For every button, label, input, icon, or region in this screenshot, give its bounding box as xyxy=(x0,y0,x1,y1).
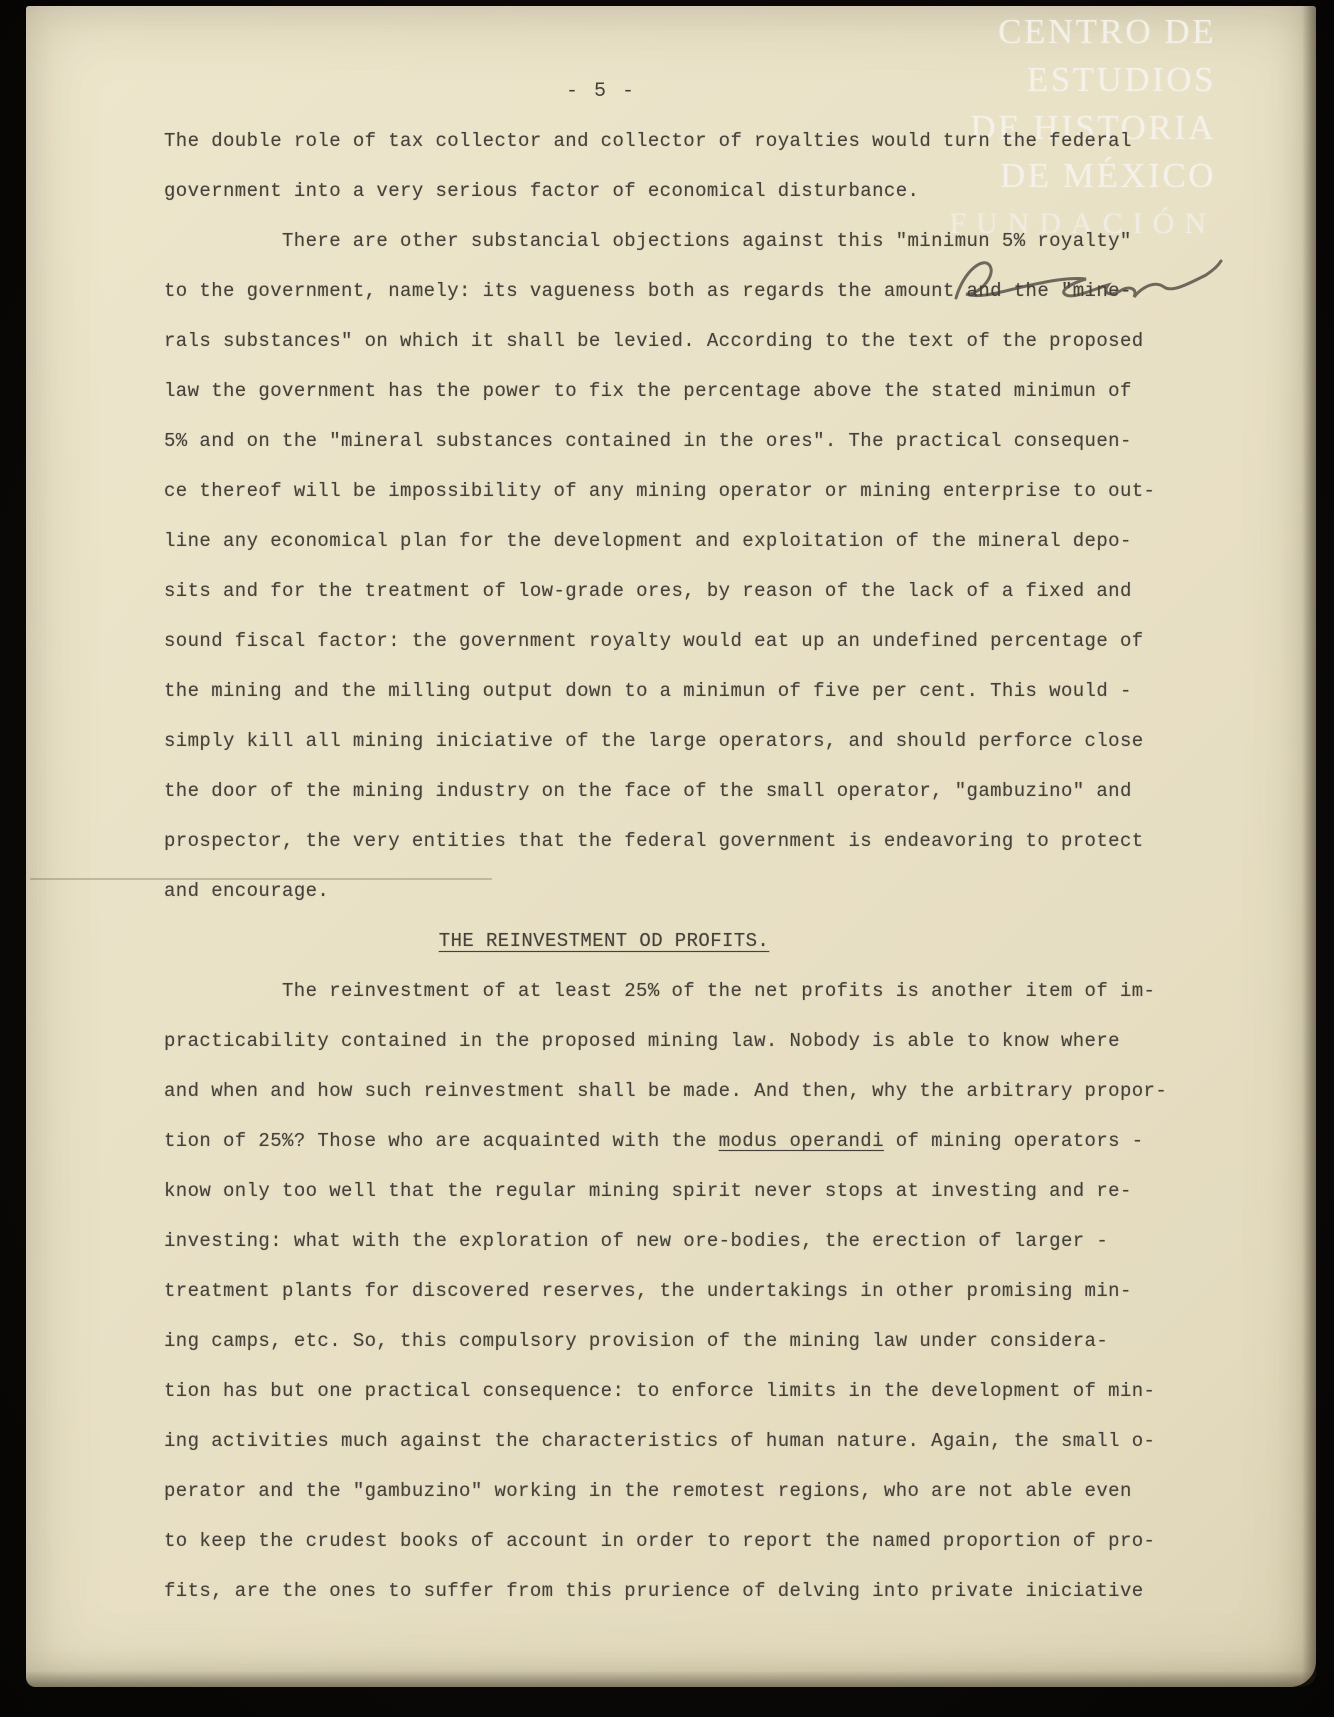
text-line: perator and the "gambuzino" working in the remotest regions, who are not able even xyxy=(164,1480,1132,1502)
text-line: line any economical plan for the development and exploitation of the mineral depo- xyxy=(164,530,1132,552)
watermark-line: ESTUDIOS xyxy=(1026,60,1216,99)
text-line: law the government has the power to fix the percentage above the stated minimun of xyxy=(164,380,1132,402)
text-line: sits and for the treatment of low-grade ores, by reason of the lack of a fixed and xyxy=(164,580,1132,602)
text-line: ing activities much against the characteristics of human nature. Again, the small o- xyxy=(164,1430,1156,1452)
text-line: rals substances" on which it shall be levied. According to the text of the proposed xyxy=(164,330,1144,352)
text-line: tion has but one practical consequence: to enforce limits in the development of min- xyxy=(164,1380,1156,1402)
watermark-line: FUNDACIÓN xyxy=(949,207,1216,240)
text-line: sound fiscal factor: the government royalty would eat up an undefined percentage of xyxy=(164,630,1144,652)
paper-edge-shadow-bottom xyxy=(26,1671,1316,1687)
text-line: to the government, namely: its vagueness both as regards the amount and the "mine- xyxy=(164,280,1132,302)
text-line: The double role of tax collector and collector of royalties would turn the federal xyxy=(164,130,1132,152)
text-line: and when and how such reinvestment shall be made. And then, why the arbitrary propor- xyxy=(164,1080,1168,1102)
text-line: investing: what with the exploration of new ore-bodies, the erection of larger - xyxy=(164,1230,1109,1252)
text-line: and encourage. xyxy=(164,880,330,902)
text-line: government into a very serious factor of economical disturbance. xyxy=(164,180,920,202)
paper-edge-shadow-right xyxy=(1302,6,1316,1687)
text-line: to keep the crudest books of account in order to report the named proportion of pro- xyxy=(164,1530,1156,1552)
section-heading-text: THE REINVESTMENT OD PROFITS. xyxy=(438,930,770,952)
text-line: The reinvestment of at least 25% of the net profits is another item of im- xyxy=(282,980,1156,1002)
watermark-line: DE MÉXICO xyxy=(1000,156,1216,195)
paper-page xyxy=(26,6,1316,1687)
page-number: - 5 - xyxy=(565,80,636,103)
scan-artifact-line xyxy=(30,878,492,880)
text-segment: tion of 25%? Those who are acquainted with the xyxy=(164,1130,719,1152)
section-heading xyxy=(164,916,1044,966)
text-line: know only too well that the regular mining spirit never stops at investing and re- xyxy=(164,1180,1132,1202)
typewritten-body xyxy=(164,116,1176,1616)
text-line: ce thereof will be impossibility of any mining operator or mining enterprise to out- xyxy=(164,480,1156,502)
text-line: There are other substancial objections against this "minimun 5% royalty" xyxy=(282,230,1132,252)
text-line: the mining and the milling output down to a minimun of five per cent. This would - xyxy=(164,680,1132,702)
text-line: 5% and on the "mineral substances contained in the ores". The practical consequen- xyxy=(164,430,1132,452)
underlined-phrase: modus operandi xyxy=(718,1130,884,1152)
watermark-line: CENTRO DE xyxy=(998,12,1216,51)
text-line: practicability contained in the proposed mining law. Nobody is able to know where xyxy=(164,1030,1120,1052)
text-segment: of mining operators - xyxy=(883,1130,1144,1152)
text-line-with-underline xyxy=(164,1116,1176,1166)
text-line: ing camps, etc. So, this compulsory provision of the mining law under considera- xyxy=(164,1330,1109,1352)
text-line: fits, are the ones to suffer from this prurience of delving into private iniciative xyxy=(164,1580,1144,1602)
watermark-line: DE HISTORIA xyxy=(970,108,1216,147)
text-line: treatment plants for discovered reserves, the undertakings in other promising min- xyxy=(164,1280,1132,1302)
text-line: prospector, the very entities that the federal government is endeavoring to protect xyxy=(164,830,1144,852)
text-line: the door of the mining industry on the face of the small operator, "gambuzino" and xyxy=(164,780,1132,802)
text-line: simply kill all mining iniciative of the large operators, and should perforce close xyxy=(164,730,1144,752)
